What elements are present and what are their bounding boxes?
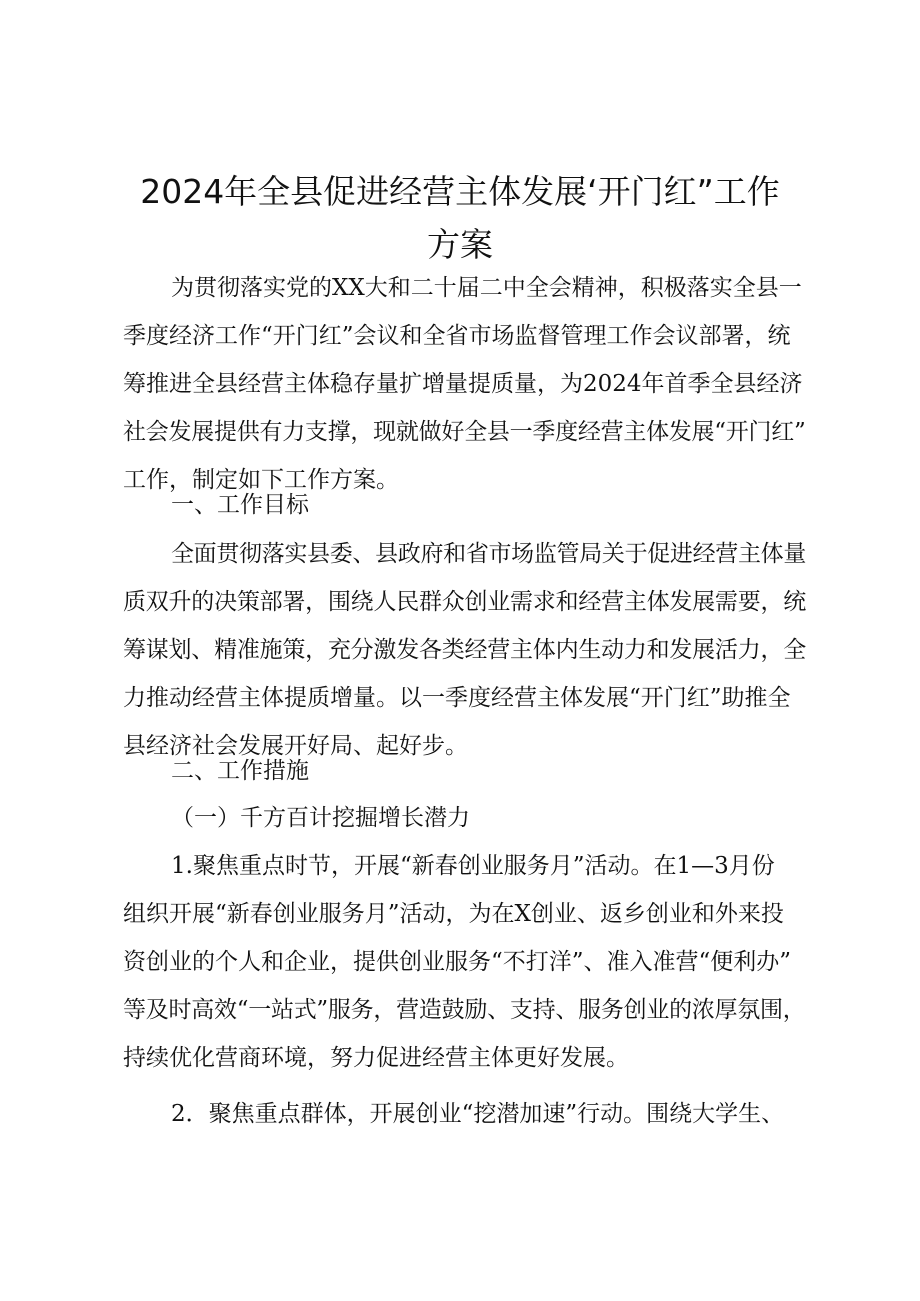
section1-line: 筹谋划、精准施策，充分激发各类经营主体内生动力和发展活力，全: [123, 637, 807, 663]
document-title-line-2: 方案: [427, 225, 493, 264]
item1-line: 资创业的个人和企业，提供创业服务“不打洋”、准入准营“便利办”: [123, 949, 792, 975]
section-heading-goals: 一、工作目标: [171, 492, 309, 518]
item1-line: 等及时高效“一站式”服务，营造鼓励、支持、服务创业的浓厚氛围，: [123, 997, 806, 1023]
intro-line: 季度经济工作“开门红”会议和全省市场监督管理工作会议部署，统: [123, 323, 791, 349]
intro-line: 为贯彻落实党的XX大和二十届二中全会精神，积极落实全县一: [171, 275, 802, 301]
item1-line: 1.聚焦重点时节，开展“新春创业服务月”活动。在1—3月份: [171, 853, 775, 879]
item2-line: 2．聚焦重点群体，开展创业“挖潜加速”行动。围绕大学生、: [171, 1101, 785, 1127]
intro-line: 社会发展提供有力支撑，现就做好全县一季度经营主体发展“开门红”: [123, 419, 806, 445]
section1-line: 质双升的决策部署，围绕人民群众创业需求和经营主体发展需要，统: [123, 589, 807, 615]
section1-line: 全面贯彻落实县委、县政府和省市场监管局关于促进经营主体量: [171, 541, 807, 567]
document-title-line-1: 2024年全县促进经营主体发展‘开门红”工作: [140, 172, 780, 211]
item1-line: 持续优化营商环境，努力促进经营主体更好发展。: [123, 1045, 629, 1071]
section1-line: 县经济社会发展开好局、起好步。: [123, 733, 468, 759]
section-heading-measures: 二、工作措施: [171, 758, 309, 784]
item1-line: 组织开展“新春创业服务月”活动，为在X创业、返乡创业和外来投: [123, 901, 784, 927]
section1-line: 力推动经营主体提质增量。以一季度经营主体发展“开门红”助推全: [123, 685, 791, 711]
intro-line: 工作，制定如下工作方案。: [123, 467, 399, 493]
intro-line: 筹推进全县经营主体稳存量扩增量提质量，为2024年首季全县经济: [123, 371, 803, 397]
subsection-heading: （一）千方百计挖掘增长潜力: [171, 805, 470, 831]
